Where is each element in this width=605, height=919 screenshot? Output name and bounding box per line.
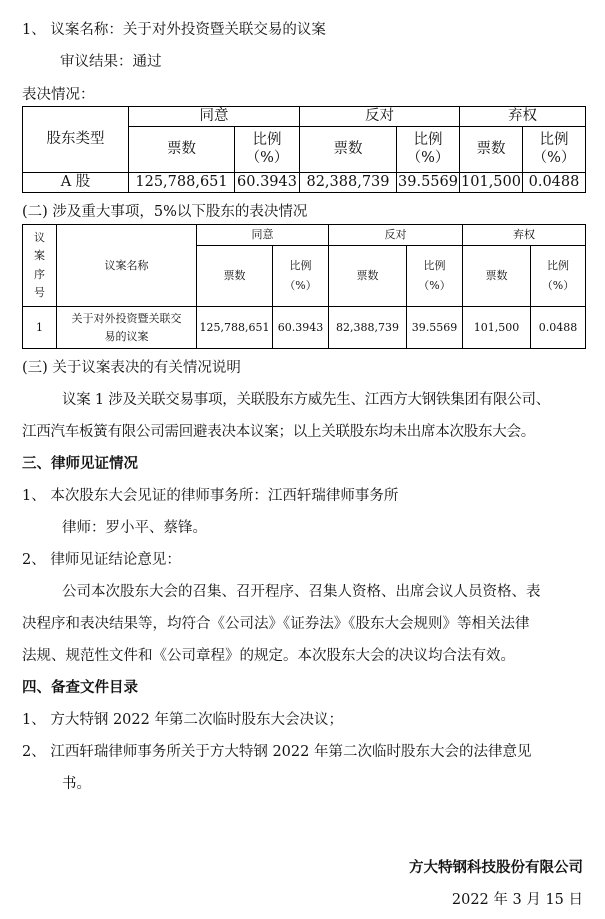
header-ratio: 比例 （%）	[407, 246, 463, 307]
header-ratio: 比例 （%）	[531, 246, 586, 307]
cell-proposal-no: 1	[23, 307, 57, 349]
cell-agree-votes: 125,788,651	[197, 307, 273, 349]
header-agree: 同意	[197, 225, 329, 246]
heading-lawyer-witness: 三、律师见证情况	[22, 456, 138, 472]
vote-label: 表决情况：	[22, 87, 95, 103]
cell-agree-votes: 125,788,651	[129, 173, 235, 193]
heading-reference-documents: 四、备查文件目录	[22, 680, 138, 696]
reference-doc-2: 2、 江西轩瑞律师事务所关于方大特钢 2022 年第二次临时股东大会的法律意见	[22, 744, 532, 760]
header-abstain: 弃权	[463, 225, 586, 246]
reference-doc-1: 1、 方大特钢 2022 年第二次临时股东大会决议；	[22, 712, 343, 728]
cell-oppose-votes: 82,388,739	[300, 173, 397, 193]
cell-oppose-votes: 82,388,739	[329, 307, 407, 349]
header-ratio: 比例 （%）	[235, 127, 300, 173]
header-votes: 票数	[460, 127, 523, 173]
cell-share-type: A 股	[23, 173, 129, 193]
cell-abstain-ratio: 0.0488	[523, 173, 586, 193]
cell-agree-ratio: 60.3943	[235, 173, 300, 193]
section3-paragraph-line2: 江西汽车板簧有限公司需回避表决本议案；以上关联股东均未出席本次股东大会。	[22, 424, 535, 440]
header-ratio: 比例 （%）	[397, 127, 460, 173]
header-oppose: 反对	[300, 107, 460, 127]
opinion-line1: 公司本次股东大会的召集、召开程序、召集人资格、出席会议人员资格、表	[62, 584, 541, 600]
reference-doc-2-continued: 书。	[62, 776, 91, 792]
cell-oppose-ratio: 39.5569	[397, 173, 460, 193]
header-agree: 同意	[129, 107, 300, 127]
header-proposal-no: 议 案 序 号	[23, 225, 57, 307]
header-votes: 票数	[329, 246, 407, 307]
cell-agree-ratio: 60.3943	[273, 307, 329, 349]
document-date: 2022 年 3 月 15 日	[451, 892, 583, 908]
lawyer-opinion-label: 2、 律师见证结论意见：	[22, 552, 181, 568]
header-votes: 票数	[197, 246, 273, 307]
lawyer-firm: 1、 本次股东大会见证的律师事务所：江西轩瑞律师事务所	[22, 488, 399, 504]
cell-abstain-ratio: 0.0488	[531, 307, 586, 349]
review-result: 审议结果：通过	[60, 54, 162, 70]
header-oppose: 反对	[329, 225, 463, 246]
header-proposal-name: 议案名称	[57, 225, 197, 307]
section2-title: (二) 涉及重大事项，5%以下股东的表决情况	[22, 204, 308, 220]
opinion-line3: 法规、规范性文件和《公司章程》的规定。本次股东大会的决议均合法有效。	[22, 648, 515, 664]
vote-table	[22, 106, 586, 193]
header-votes: 票数	[129, 127, 235, 173]
header-shareholder-type: 股东类型	[23, 107, 129, 173]
header-votes: 票数	[463, 246, 531, 307]
lawyer-names: 律师：罗小平、蔡锋。	[62, 520, 207, 536]
header-ratio: 比例 （%）	[523, 127, 586, 173]
cell-oppose-ratio: 39.5569	[407, 307, 463, 349]
item1-title: 1、 议案名称：关于对外投资暨关联交易的议案	[22, 22, 326, 38]
opinion-line2: 决程序和表决结果等，均符合《公司法》《证券法》《股东大会规则》等相关法律	[22, 616, 530, 632]
cell-abstain-votes: 101,500	[463, 307, 531, 349]
header-ratio: 比例 （%）	[273, 246, 329, 307]
company-name: 方大特钢科技股份有限公司	[409, 860, 583, 876]
minority-vote-table	[22, 224, 586, 349]
section3-title: (三) 关于议案表决的有关情况说明	[22, 360, 241, 376]
cell-abstain-votes: 101,500	[460, 173, 523, 193]
cell-proposal-name: 关于对外投资暨关联交 易的议案	[57, 307, 197, 349]
header-votes: 票数	[300, 127, 397, 173]
header-abstain: 弃权	[460, 107, 586, 127]
section3-paragraph-line1: 议案 1 涉及关联交易事项，关联股东方威先生、江西方大钢铁集团有限公司、	[62, 392, 550, 408]
